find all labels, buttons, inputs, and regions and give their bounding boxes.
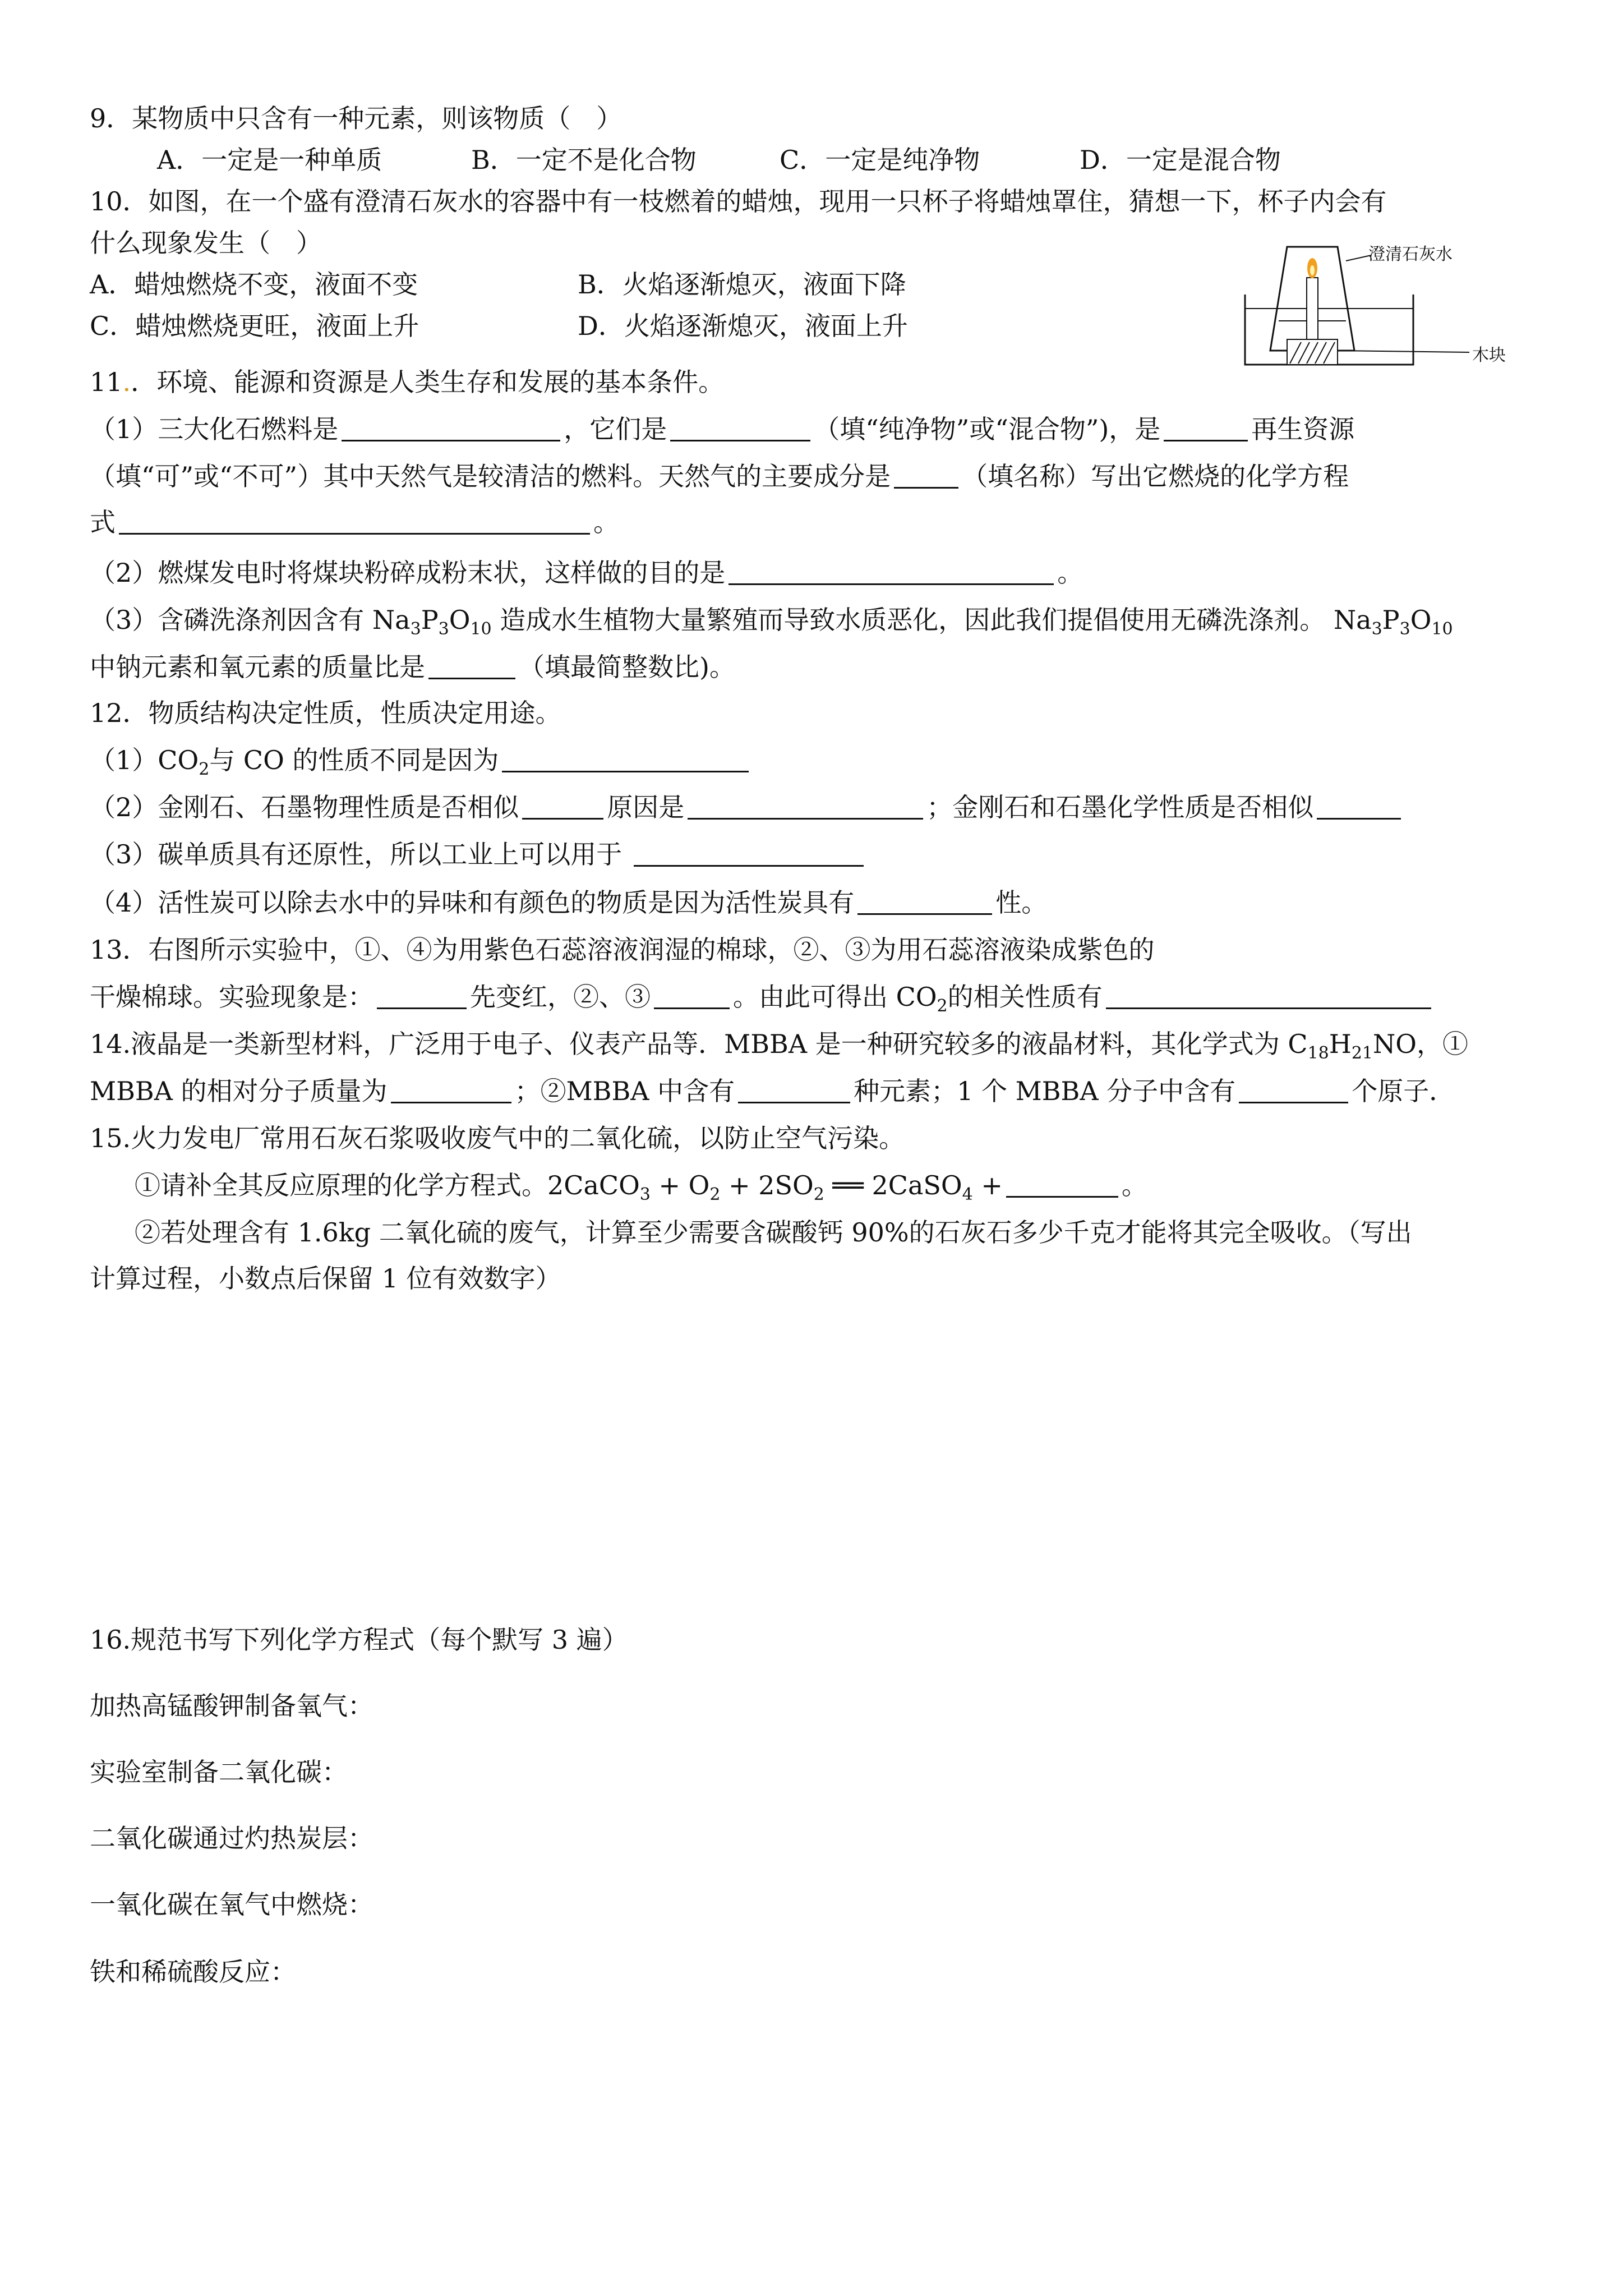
q13-stem: 13．右图所示实验中，①、④为用紫色石蕊溶液润湿的棉球，②、③为用石蕊溶液染成紫色的: [90, 935, 1155, 965]
q16-item-4: 一氧化碳在氧气中燃烧：: [90, 1889, 374, 1920]
q16-item-5: 铁和稀硫酸反应：: [90, 1957, 296, 1987]
q11-part1-line3: 式 。: [90, 507, 619, 537]
q10-option-c: C．蜡烛燃烧更旺，液面上升: [90, 311, 419, 341]
q10-option-b: B．火焰逐渐熄灭，液面下降: [578, 269, 906, 300]
q16-stem: 16.规范书写下列化学方程式（每个默写 3 遍）: [90, 1625, 628, 1655]
q12-part3: （3）碳单质具有还原性，所以工业上可以用于: [90, 837, 867, 872]
q16-item-1: 加热高锰酸钾制备氧气：: [90, 1691, 374, 1721]
q16-item-3: 二氧化碳通过灼热炭层：: [90, 1823, 374, 1853]
q14-stem: 14.液晶是一类新型材料，广泛用于电子、仪表产品等．MBBA 是一种研究较多的液晶材料，其化学式为 $C_{18}H_{21}NO$，①: [90, 1029, 1468, 1063]
q16-item-2: 实验室制备二氧化碳：: [90, 1757, 348, 1787]
q9-option-d: D．一定是混合物: [1080, 145, 1281, 175]
candle-shape: [1307, 278, 1318, 339]
q10-stem-line2: 什么现象发生（ ）: [90, 228, 322, 258]
q11-part1-line2: （填“可”或“不可”）其中天然气是较清洁的燃料。天然气的主要成分是 （填名称）写出它燃烧的化学方程: [90, 461, 1349, 491]
q12-part2: （2）金刚石、石墨物理性质是否相似 原因是 ；金刚石和石墨化学性质是否相似: [90, 790, 1404, 825]
q15-stem: 15.火力发电厂常用石灰石浆吸收废气中的二氧化硫，以防止空气污染。: [90, 1123, 905, 1153]
q12-part4: （4）活性炭可以除去水中的异味和有颜色的物质是因为活性炭具有 性。: [90, 887, 1048, 918]
q9-option-a: A．一定是一种单质: [157, 145, 382, 175]
figure-label-wood-block: 木块: [1472, 346, 1506, 365]
q9-stem: 9．某物质中只含有一种元素，则该物质（ ）: [90, 103, 623, 134]
q11-part3-line2: 中钠元素和氧元素的质量比是 （填最简整数比)。: [90, 652, 735, 682]
figure-label-limewater: 澄清石灰水: [1368, 245, 1453, 264]
q14-part1: MBBA 的相对分子质量为 ；②MBBA 中含有 种元素；1 个 MBBA 分子中含有 个原子．: [90, 1076, 1455, 1106]
q10-option-d: D．火焰逐渐熄灭，液面上升: [578, 311, 908, 341]
q15-part2-line2: 计算过程，小数点后保留 1 位有效数字）: [90, 1263, 561, 1294]
q11-part3-line1: （3）含磷洗涤剂因含有 $Na_3P_3O_{10}$ 造成水生植物大量繁殖而导致水质恶化，因此我们提倡使用无磷洗涤剂。 $Na_3P_3O_{10}$: [90, 605, 1453, 639]
q11-stem: 11.．环境、能源和资源是人类生存和发展的基本条件。: [90, 367, 725, 397]
q10-stem-line1: 10．如图，在一个盛有澄清石灰水的容器中有一枝燃着的蜡烛，现用一只杯子将蜡烛罩住，猜想一下，杯子内会有: [90, 186, 1387, 217]
q15-part1: ①请补全其反应原理的化学方程式。2CaCO$_3$ + $O_2 + 2SO_2$ ══ 2CaSO$_4$ + 。: [135, 1170, 1147, 1204]
q11-part2: （2）燃煤发电时将煤块粉碎成粉末状，这样做的目的是 。: [90, 558, 1083, 588]
q9-option-c: C．一定是纯净物: [780, 145, 980, 175]
q10-option-a: A．蜡烛燃烧不变，液面不变: [90, 269, 418, 300]
q9-option-b: B．一定不是化合物: [471, 145, 697, 175]
q12-part1: $(1)CO_2$与 CO 的性质不同是因为: [90, 743, 752, 787]
q13-part1: 干燥棉球。实验现象是： 先变红，②、③ 。由此可得出 $CO_2$的相关性质有: [90, 979, 1435, 1024]
q11-part1-line1: （1）三大化石燃料是 ，它们是 （填“纯净物”或“混合物”)，是 再生资源: [90, 414, 1355, 444]
q12-stem: 12．物质结构决定性质，性质决定用途。: [90, 698, 561, 728]
q15-part2-line1: ②若处理含有 1.6kg 二氧化硫的废气，计算至少需要含碳酸钙 90%的石灰石多少千克才能将其完全吸收。（写出: [135, 1217, 1412, 1248]
